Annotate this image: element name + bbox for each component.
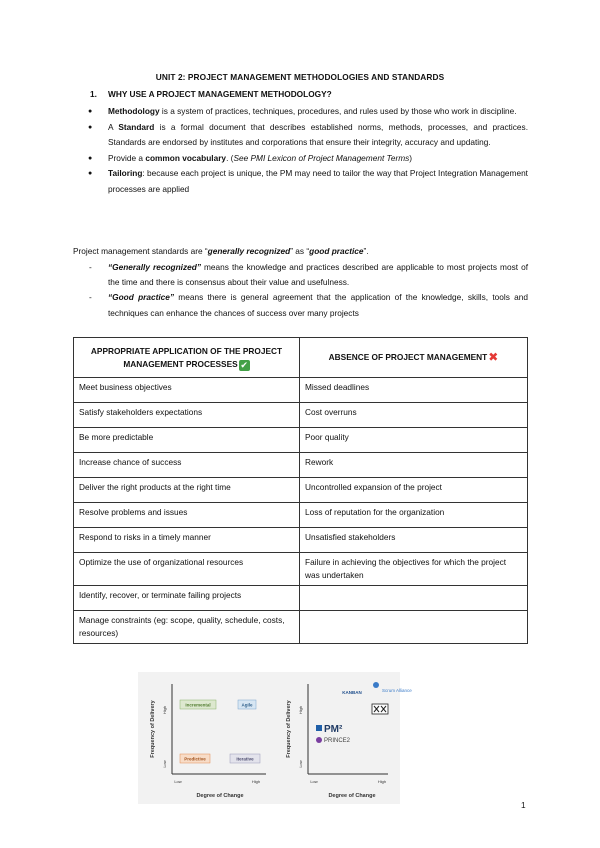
methodology-figure bbox=[138, 672, 412, 804]
right-x-low: Low bbox=[310, 779, 318, 784]
term-label: “Good practice” bbox=[108, 292, 175, 303]
list-item bbox=[88, 151, 528, 167]
section-heading bbox=[90, 89, 332, 99]
kanban-logo: KANBAN bbox=[342, 690, 362, 695]
cell-appropriate: Satisfy stakeholders expectations bbox=[74, 403, 300, 428]
term-common-vocabulary: common vocabulary bbox=[145, 152, 227, 163]
scrum-alliance-logo: Scrum Alliance bbox=[382, 688, 412, 693]
intro-paragraph bbox=[73, 244, 533, 259]
table-body bbox=[74, 378, 528, 644]
cell-absence: Failure in achieving the objectives for which the project was undertaken bbox=[300, 553, 528, 586]
table-row bbox=[74, 453, 528, 478]
table-row bbox=[74, 586, 528, 611]
quadrant-label: Iterative bbox=[236, 756, 254, 762]
cell-absence: Missed deadlines bbox=[300, 378, 528, 403]
definition-list bbox=[88, 104, 528, 197]
table-row bbox=[74, 611, 528, 644]
definition-text: is a system of practices, techniques, procedures, and rules used by those who work in discipline. bbox=[159, 106, 517, 116]
list-item bbox=[88, 290, 528, 320]
list-item bbox=[88, 120, 528, 151]
table-row bbox=[74, 528, 528, 553]
definition-text: is a formal document that describes established norms, methods, processes, and practices. Standards are endorsed by institutes and corporations that ensure their integrity, accuracy and updating. bbox=[108, 121, 528, 147]
section-heading-text: WHY USE A PROJECT MANAGEMENT METHODOLOGY? bbox=[108, 89, 332, 99]
right-y-label: Frequency of Delivery bbox=[286, 700, 292, 758]
prince2-logo: PRINCE2 bbox=[324, 738, 351, 744]
section-number: 1. bbox=[90, 89, 97, 99]
left-x-low: Low bbox=[174, 779, 182, 784]
left-x-high: High bbox=[251, 779, 261, 784]
quadrant-label: Incremental bbox=[185, 702, 211, 708]
cell-appropriate: Resolve problems and issues bbox=[74, 503, 300, 528]
cell-absence: Unsatisfied stakeholders bbox=[300, 528, 528, 553]
left-x-label: Degree of Change bbox=[196, 793, 244, 799]
prince2-logo-mark bbox=[316, 737, 322, 743]
cell-absence bbox=[300, 586, 528, 611]
reference-text: See PMI Lexicon of Project Management Terms bbox=[233, 152, 410, 163]
term-methodology: Methodology bbox=[108, 106, 160, 116]
term-tailoring: Tailoring bbox=[108, 168, 143, 178]
column-header-text: APPROPRIATE APPLICATION OF THE PROJECT MANAGEMENT PROCESSES bbox=[90, 345, 283, 369]
cell-absence: Rework bbox=[300, 453, 528, 478]
cell-appropriate: Be more predictable bbox=[74, 428, 300, 453]
right-y-high: High bbox=[298, 705, 303, 715]
left-y-low: Low bbox=[162, 760, 167, 768]
cell-absence: Poor quality bbox=[300, 428, 528, 453]
cross-icon: ✖ bbox=[488, 350, 499, 364]
safe-logo-box bbox=[372, 704, 388, 714]
explanation-text: means the knowledge and practices described are applicable to most projects most of the time and there is consensus about their value and usefulness. bbox=[108, 262, 528, 288]
definition-prefix: A bbox=[108, 121, 119, 132]
pm2-logo: PM² bbox=[324, 724, 343, 735]
intro-text: ” as “ bbox=[290, 246, 310, 256]
cell-appropriate: Optimize the use of organizational resources bbox=[74, 553, 300, 586]
table-row bbox=[74, 428, 528, 453]
cell-appropriate: Increase chance of success bbox=[74, 453, 300, 478]
term-explanations bbox=[88, 260, 528, 321]
right-x-high: High bbox=[377, 779, 387, 784]
column-header-text: ABSENCE OF PROJECT MANAGEMENT bbox=[328, 352, 488, 362]
list-item bbox=[88, 104, 528, 120]
list-item bbox=[88, 260, 528, 290]
cell-appropriate: Identify, recover, or terminate failing projects bbox=[74, 586, 300, 611]
definition-prefix: Provide a bbox=[108, 152, 146, 163]
intro-text: ”. bbox=[363, 246, 369, 256]
comparison-table bbox=[73, 337, 528, 644]
explanation-text: means there is general agreement that the application of the knowledge, skills, tools and techniques can enhance the chances of success over many projects bbox=[108, 292, 528, 318]
page-title: UNIT 2: PROJECT MANAGEMENT METHODOLOGIES AND STANDARDS bbox=[155, 72, 445, 82]
column-header-appropriate bbox=[74, 338, 300, 378]
check-icon: ✔ bbox=[240, 359, 248, 370]
cell-appropriate: Meet business objectives bbox=[74, 378, 300, 403]
right-x-label: Degree of Change bbox=[328, 793, 376, 799]
scrum-logo-mark bbox=[373, 682, 379, 688]
cell-absence: Loss of reputation for the organization bbox=[300, 503, 528, 528]
cell-absence: Cost overruns bbox=[300, 403, 528, 428]
term-label: “Generally recognized” bbox=[108, 262, 201, 272]
quadrant-label: Agile bbox=[241, 702, 253, 708]
intro-text: Project management standards are “ bbox=[73, 246, 208, 256]
definition-text: : because each project is unique, the PM may need to tailor the way that Project Integration Management processes are applied bbox=[108, 168, 528, 194]
quadrant-label: Predictive bbox=[184, 756, 206, 762]
table-row bbox=[74, 478, 528, 503]
cell-absence: Uncontrolled expansion of the project bbox=[300, 478, 528, 503]
table-row bbox=[74, 553, 528, 586]
table-header-row bbox=[74, 338, 528, 378]
cell-absence bbox=[300, 611, 528, 644]
page-number: 1 bbox=[521, 800, 526, 810]
table-row bbox=[74, 378, 528, 403]
intro-term-generally-recognized: generally recognized bbox=[207, 246, 291, 256]
cell-appropriate: Deliver the right products at the right time bbox=[74, 478, 300, 503]
cell-appropriate: Respond to risks in a timely manner bbox=[74, 528, 300, 553]
definition-text: . ( bbox=[226, 152, 234, 163]
pm2-logo-mark bbox=[316, 725, 322, 731]
left-y-label: Frequency of Delivery bbox=[150, 700, 156, 758]
definition-suffix: ) bbox=[409, 152, 413, 163]
right-y-low: Low bbox=[298, 760, 303, 768]
list-item bbox=[88, 166, 528, 197]
column-header-absence bbox=[300, 338, 528, 378]
table-row bbox=[74, 503, 528, 528]
left-y-high: High bbox=[162, 705, 167, 715]
intro-term-good-practice: good practice bbox=[309, 246, 364, 256]
term-standard: Standard bbox=[118, 121, 155, 132]
cell-appropriate: Manage constraints (eg: scope, quality, schedule, costs, resources) bbox=[74, 611, 300, 644]
table-row bbox=[74, 403, 528, 428]
